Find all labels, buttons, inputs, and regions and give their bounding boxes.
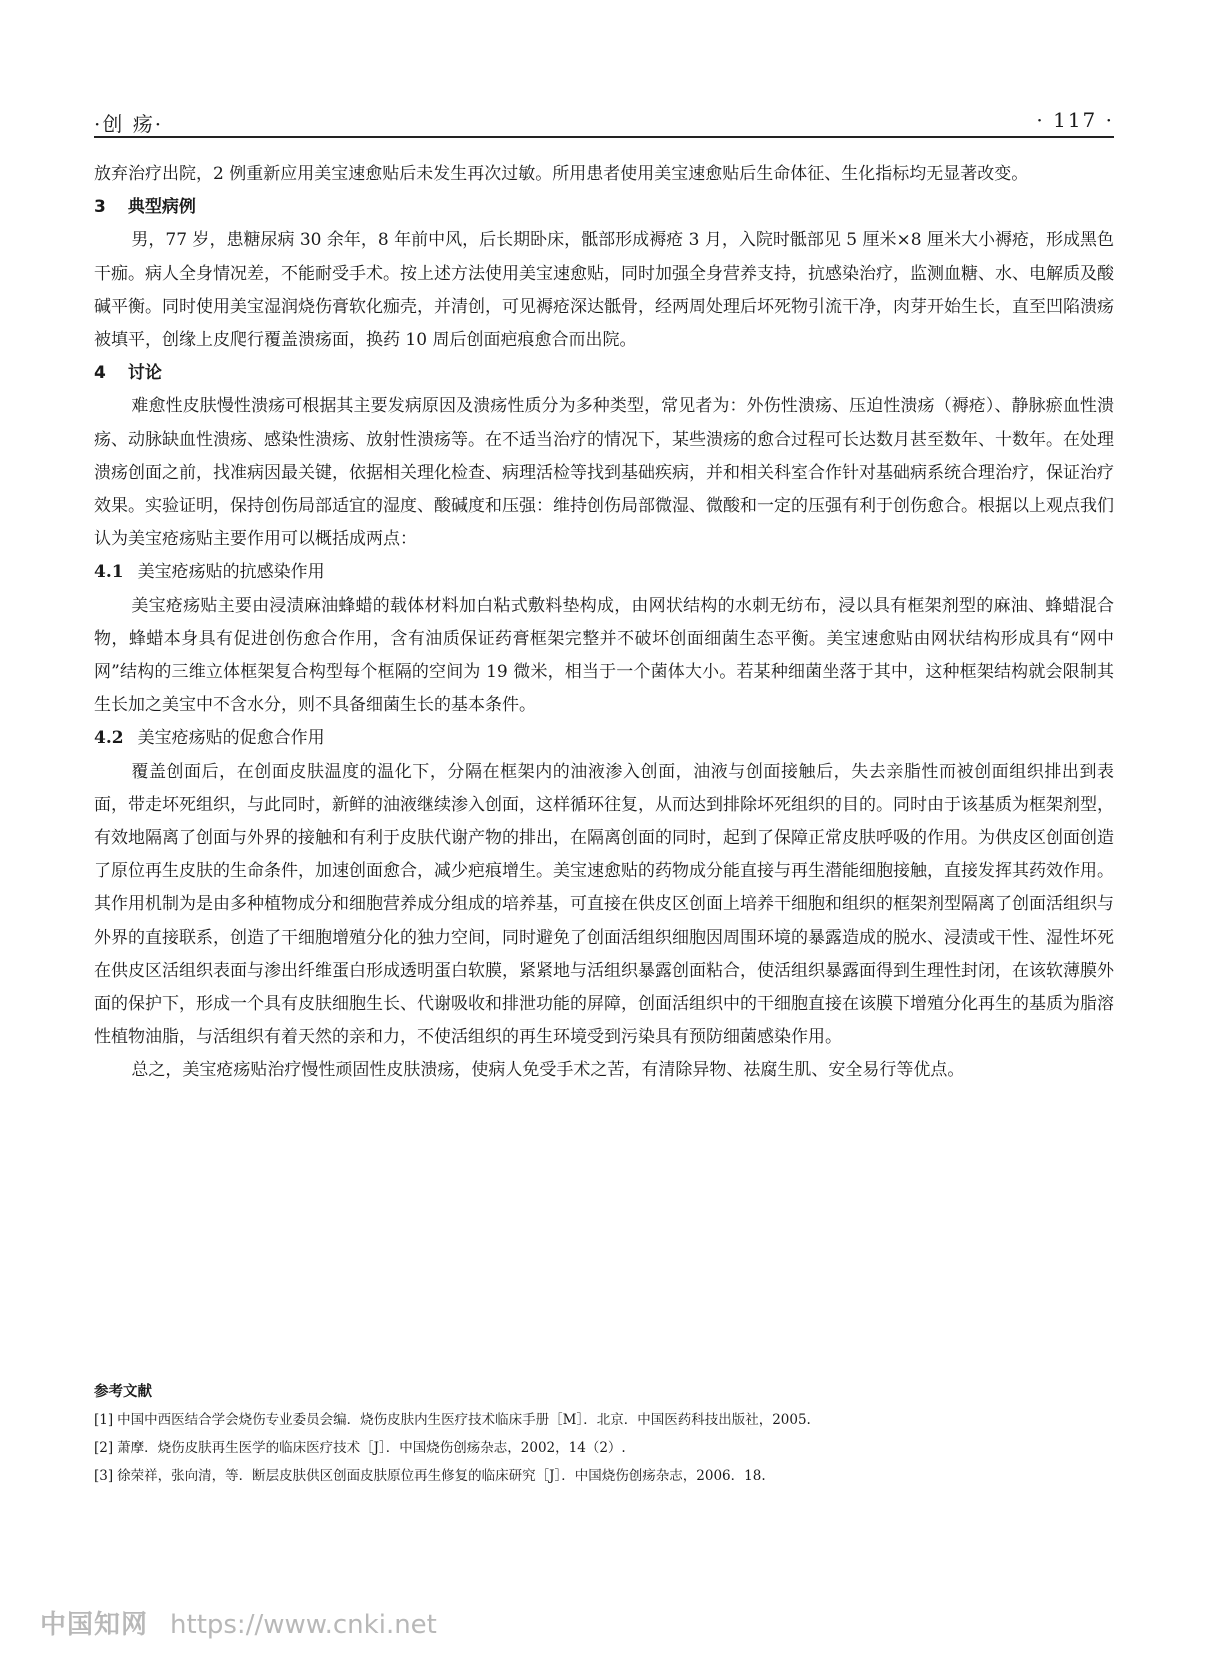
references — [94, 1378, 1114, 1490]
reference-number: [2] — [94, 1440, 114, 1456]
references-title: 参考文献 — [94, 1384, 152, 1400]
header-page-number: · 117 · — [1036, 108, 1114, 132]
section-4-1-heading — [94, 556, 1114, 589]
article-body — [94, 158, 1114, 1088]
reference-text: 中国中西医结合学会烧伤专业委员会编．烧伤皮肤内生医疗技术临床手册［M］．北京．中国医药科技出版社，2005. — [117, 1412, 811, 1428]
reference-number: [1] — [94, 1412, 114, 1428]
cnki-watermark — [40, 1604, 437, 1644]
section-3-title: 典型病例 — [127, 197, 196, 218]
section-4-2-number: 4.2 — [94, 728, 124, 749]
cnki-logo-text: 中国知网 — [40, 1610, 149, 1640]
section-4-number: 4 — [94, 363, 106, 384]
reference-item — [94, 1462, 1114, 1490]
reference-item — [94, 1406, 1114, 1434]
section-4-2-paragraph: 覆盖创面后，在创面皮肤温度的温化下，分隔在框架内的油液渗入创面，油液与创面接触后，失去亲脂性而被创面组织排出到表面，带走坏死组织，与此同时，新鲜的油液继续渗入创面，这样循环往复，从而达到排除坏死组织的目的。同时由于该基质为框架剂型，有效地隔离了创面与外界的接触和有利于皮肤代谢产物的排出，在隔离创面的同时，起到了保障正常皮肤呼吸的作用。为供皮区创面创造了原位再生皮肤的生命条件，加速创面愈合，减少疤痕增生。美宝速愈贴的药物成分能直接与再生潜能细胞接触，直接发挥其药效作用。其作用机制为是由多种植物成分和细胞营养成分组成的培养基，可直接在供皮区创面上培养干细胞和组织的框架剂型隔离了创面活组织与外界的直接联系，创造了干细胞增殖分化的独力空间，同时避免了创面活组织细胞因周围环境的暴露造成的脱水、浸渍或干性、湿性坏死在供皮区活组织表面与渗出纤维蛋白形成透明蛋白软膜，紧紧地与活组织暴露创面粘合，使活组织暴露面得到生理性封闭，在该软薄膜外面的保护下，形成一个具有皮肤细胞生长、代谢吸收和排泄功能的屏障，创面活组织中的干细胞直接在该膜下增殖分化再生的基质为脂溶性植物油脂，与活组织有着天然的亲和力，不使活组织的再生环境受到污染具有预防细菌感染作用。 — [94, 761, 1114, 1048]
intro-paragraph: 放弃治疗出院，2 例重新应用美宝速愈贴后未发生再次过敏。所用患者使用美宝速愈贴后生命体征、生化指标均无显著改变。 — [94, 164, 1029, 184]
section-4-1-number: 4.1 — [94, 562, 124, 583]
section-3-number: 3 — [94, 197, 106, 218]
section-4-1-title: 美宝疮疡贴的抗感染作用 — [137, 562, 325, 583]
section-3-paragraph: 男，77 岁，患糖尿病 30 余年，8 年前中风，后长期卧床，骶部形成褥疮 3 月，入院时骶部见 5 厘米×8 厘米大小褥疮，形成黑色干痂。病人全身情况差，不能耐受手术。按上述方法使用美宝速愈贴，同时加强全身营养支持，抗感染治疗，监测血糖、水、电解质及酸碱平衡。同时使用美宝湿润烧伤膏软化痂壳，并清创，可见褥疮深达骶骨，经两周处理后坏死物引流干净，肉芽开始生长，直至凹陷溃疡被填平，创缘上皮爬行覆盖溃疡面，换药 10 周后创面疤痕愈合而出院。 — [94, 230, 1114, 351]
section-4-2-heading — [94, 722, 1114, 755]
header-section-label: ·创 疡· — [94, 112, 164, 136]
reference-text: 徐荣祥，张向清，等．断层皮肤供区创面皮肤原位再生修复的临床研究［J］．中国烧伤创疡杂志，2006．18. — [117, 1468, 766, 1484]
section-4-heading — [94, 357, 1114, 390]
section-4-title: 讨论 — [127, 363, 162, 384]
reference-text: 萧摩．烧伤皮肤再生医学的临床医疗技术［J］．中国烧伤创疡杂志，2002，14（2）. — [117, 1440, 626, 1456]
reference-item — [94, 1434, 1114, 1462]
cnki-url: https://www.cnki.net — [170, 1610, 437, 1640]
reference-number: [3] — [94, 1468, 114, 1484]
section-4-2-title: 美宝疮疡贴的促愈合作用 — [137, 728, 325, 749]
section-4-paragraph: 难愈性皮肤慢性溃疡可根据其主要发病原因及溃疡性质分为多种类型，常见者为：外伤性溃疡、压迫性溃疡（褥疮）、静脉瘀血性溃疡、动脉缺血性溃疡、感染性溃疡、放射性溃疡等。在不适当治疗的情况下，某些溃疡的愈合过程可长达数月甚至数年、十数年。在处理溃疡创面之前，找准病因最关键，依据相关理化检查、病理活检等找到基础疾病，并和相关科室合作针对基础病系统合理治疗，保证治疗效果。实验证明，保持创伤局部适宜的湿度、酸碱度和压强：维持创伤局部微湿、微酸和一定的压强有利于创伤愈合。根据以上观点我们认为美宝疮疡贴主要作用可以概括成两点： — [94, 396, 1114, 550]
conclusion-paragraph: 总之，美宝疮疡贴治疗慢性顽固性皮肤溃疡，使病人免受手术之苦，有清除异物、祛腐生肌、安全易行等优点。 — [131, 1060, 965, 1081]
header-rule — [94, 136, 1114, 138]
section-3-heading — [94, 191, 1114, 224]
running-header — [94, 100, 1114, 136]
section-4-1-paragraph: 美宝疮疡贴主要由浸渍麻油蜂蜡的载体材料加白粘式敷料垫构成，由网状结构的水刺无纺布，浸以具有框架剂型的麻油、蜂蜡混合物，蜂蜡本身具有促进创伤愈合作用，含有油质保证药膏框架完整并不破坏创面细菌生态平衡。美宝速愈贴由网状结构形成具有“网中网”结构的三维立体框架复合构型每个框隔的空间为 19 微米，相当于一个菌体大小。若某种细菌坐落于其中，这种框架结构就会限制其生长加之美宝中不含水分，则不具备细菌生长的基本条件。 — [94, 595, 1114, 716]
